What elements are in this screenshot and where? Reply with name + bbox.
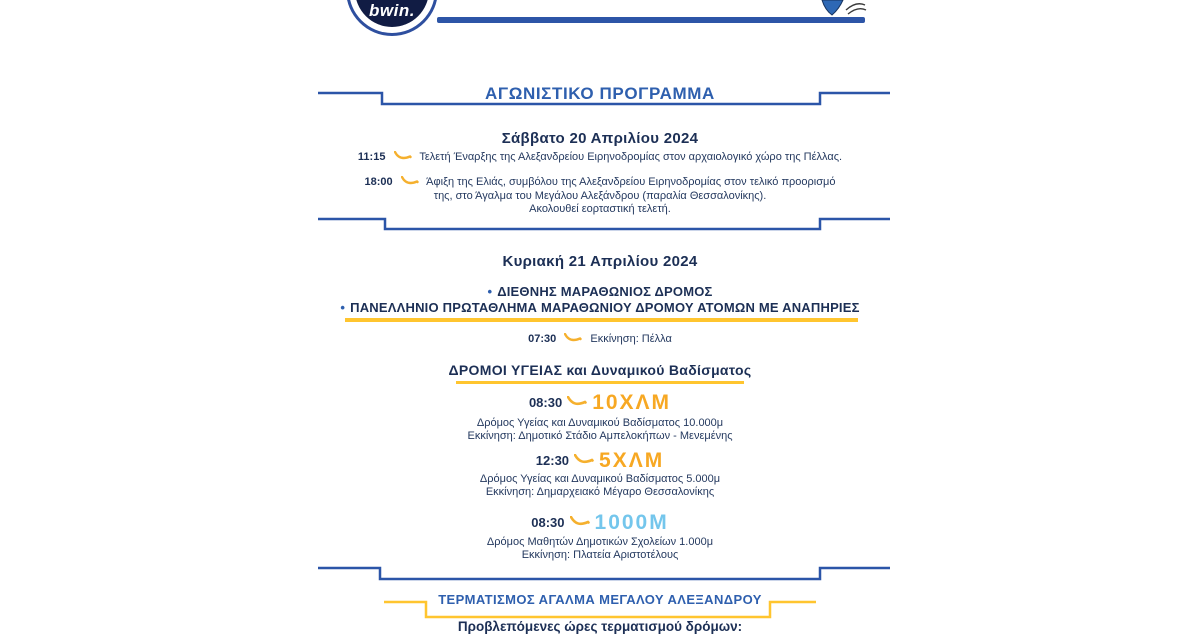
arrow-icon bbox=[401, 176, 419, 186]
race-10k-time-row bbox=[0, 392, 1200, 413]
event-time: 18:00 bbox=[364, 176, 393, 188]
race-5k-start: Εκκίνηση: Δημαρχειακό Μέγαρο Θεσσαλονίκης bbox=[485, 486, 715, 498]
event-time: 07:30 bbox=[528, 333, 557, 345]
arrow-icon bbox=[574, 454, 594, 465]
health-runs-heading: ΔΡΟΜΟΙ ΥΓΕΙΑΣ και Δυναμικού Βαδίσματος bbox=[448, 362, 752, 378]
section-divider-bottom bbox=[318, 568, 890, 579]
arrow-icon bbox=[570, 516, 590, 527]
sunday-heading: Κυριακή 21 Απριλίου 2024 bbox=[502, 253, 698, 270]
bullet-icon: • bbox=[487, 284, 493, 299]
finish-note: Προβλεπόμενες ώρες τερματισμού δρόμων: bbox=[457, 619, 743, 634]
race-10k-start: Εκκίνηση: Δημοτικό Στάδιο Αμπελοκήπων - Μενεμένης bbox=[467, 430, 733, 442]
program-title: ΑΓΩΝΙΣΤΙΚΟ ΠΡΟΓΡΑΜΜΑ bbox=[485, 84, 715, 103]
event-text: Τελετή Έναρξης της Αλεξανδρείου Ειρηνοδρομίας στον αρχαιολογικό χώρο της Πέλλας. bbox=[419, 151, 843, 163]
sunday-start-row bbox=[0, 333, 1200, 345]
event-logo-partial-icon bbox=[810, 0, 868, 16]
sunday-bullet-2 bbox=[0, 300, 1200, 315]
event-text: Εκκίνηση: Πέλλα bbox=[590, 333, 672, 345]
race-1000m-time-row bbox=[0, 512, 1200, 533]
saturday-event-2-line3: Ακολουθεί εορταστική τελετή. bbox=[529, 203, 671, 215]
saturday-event-1 bbox=[0, 151, 1200, 163]
race-5k-time-row bbox=[0, 450, 1200, 471]
saturday-event-2-line2: της, στο Άγαλμα του Μεγάλου Αλεξάνδρου (παραλία Θεσσαλονίκης). bbox=[433, 190, 767, 202]
finish-title: ΤΕΡΜΑΤΙΣΜΟΣ ΑΓΑΛΜΑ ΜΕΓΑΛΟΥ ΑΛΕΞΑΝΔΡΟΥ bbox=[438, 592, 762, 607]
race-distance: 10ΧΛΜ bbox=[592, 391, 672, 414]
race-time: 08:30 bbox=[531, 515, 565, 530]
bullet-icon: • bbox=[340, 300, 346, 315]
event-time: 11:15 bbox=[357, 151, 386, 163]
race-5k-desc: Δρόμος Υγείας και Δυναμικού Βαδίσματος 5.000μ bbox=[479, 473, 721, 485]
bullet-text: ΔΙΕΘΝΗΣ ΜΑΡΑΘΩΝΙΟΣ ΔΡΟΜΟΣ bbox=[497, 284, 713, 299]
event-text: Άφιξη της Ελιάς, συμβόλου της Αλεξανδρείου Ειρηνοδρομίας στον τελικό προορισμό bbox=[426, 176, 836, 188]
arrow-icon bbox=[564, 333, 582, 343]
race-time: 12:30 bbox=[535, 453, 570, 468]
saturday-event-2-line1 bbox=[0, 176, 1200, 188]
race-1000m-desc: Δρόμος Μαθητών Δημοτικών Σχολείων 1.000μ bbox=[486, 536, 714, 548]
section-divider-top bbox=[318, 219, 890, 229]
bullet-text: ΠΑΝΕΛΛΗΝΙΟ ΠΡΩΤΑΘΛΗΜΑ ΜΑΡΑΘΩΝΙΟΥ ΔΡΟΜΟΥ ΑΤΟΜΩΝ ΜΕ ΑΝΑΠΗΡΙΕΣ bbox=[350, 300, 860, 315]
race-distance: 5ΧΛΜ bbox=[599, 449, 665, 472]
bwin-logo[interactable] bbox=[346, 0, 438, 36]
arrow-icon bbox=[567, 396, 587, 407]
sunday-bullet-1 bbox=[0, 284, 1200, 299]
race-1000m-start: Εκκίνηση: Πλατεία Αριστοτέλους bbox=[521, 549, 679, 561]
bwin-logo-text: bwin. bbox=[369, 1, 415, 20]
sunday-underline-bar bbox=[345, 318, 858, 322]
race-10k-desc: Δρόμος Υγείας και Δυναμικού Βαδίσματος 10.000μ bbox=[476, 417, 724, 429]
saturday-heading: Σάββατο 20 Απριλίου 2024 bbox=[501, 130, 699, 147]
health-runs-underline bbox=[456, 381, 744, 384]
race-distance: 1000Μ bbox=[594, 511, 669, 534]
header-rule bbox=[437, 17, 865, 23]
race-time: 08:30 bbox=[528, 395, 563, 410]
arrow-icon bbox=[394, 151, 412, 161]
